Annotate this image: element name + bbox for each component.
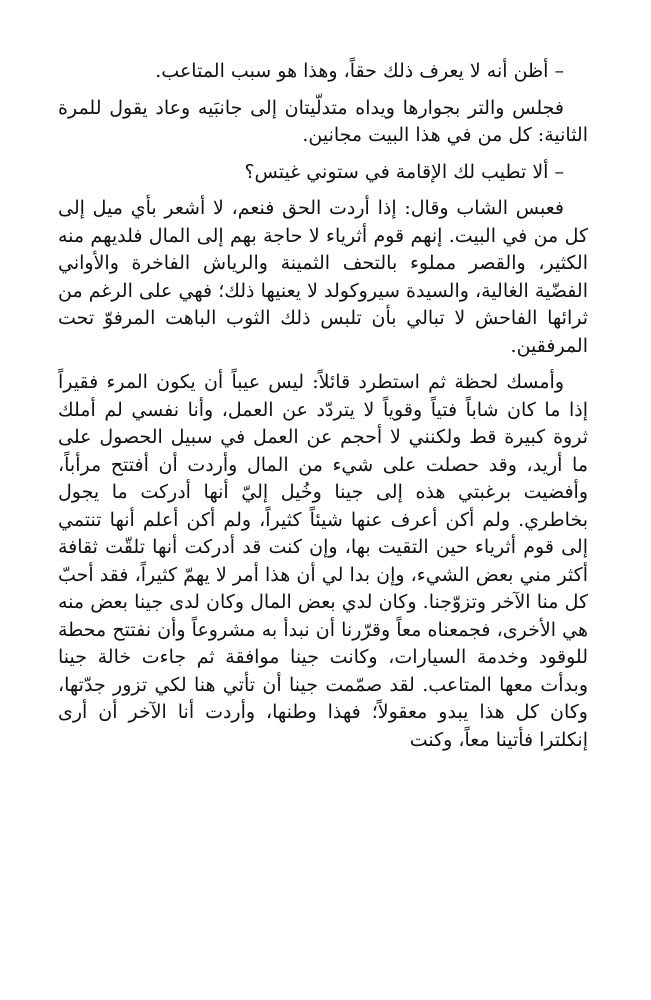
- narrative-paragraph-2: فعبس الشاب وقال: إذا أردت الحق فنعم، لا أشعر بأي ميل إلى كل من في البيت. إنهم قوم أثرياء لا حاجة بهم إلى المال فلديهم منه الكثير، والقصر مملوء بالتحف الثمينة والرياش الفاخرة والأواني الفضّية الغالية، والسيدة سيروكولد لا يعنيها ذلك؛ فهي على الرغم من ثرائها الفاحش لا تبالي بأن تلبس ذلك الثوب الباهت المرفوّ تحت المرفقين.: [58, 197, 588, 357]
- dialogue-line-2: – ألا تطيب لك الإقامة في ستوني غيتس؟: [244, 160, 564, 183]
- book-page: [58, 58, 588, 763]
- narrative-paragraph-1: فجلس والتر بجوارها ويداه متدلّيتان إلى جانبَيه وعاد يقول للمرة الثانية: كل من في هذا البيت مجانين.: [58, 96, 588, 146]
- narrative-paragraph-3: وأمسك لحظة ثم استطرد قائلاً: ليس عيباً أن يكون المرء فقيراً إذا ما كان شاباً فتياً وقوياً لا يتردّد عن العمل، وأنا نفسي لم أملك ثروة كبيرة قط ولكنني لا أحجم عن العمل في سبيل الحصول على ما أريد، وقد حصلت على شيء من المال وأردت أن أفتتح مرأباً، وأفضيت برغبتي هذه إلى جينا وخُيل إليّ أنها أدركت ما يجول بخاطري. ولم أكن أعرف عنها شيئاً كثيراً، ولم أكن أعلم أنها تنتمي إلى قوم أثرياء حين التقيت بها، وإن كنت قد أدركت أنها تلقّت ثقافة أكثر مني بعض الشيء، وإن بدا لي أن هذا أمر لا يهمّ كثيراً، فقد أحبّ كل منا الآخر وتزوّجنا. وكان لدي بعض المال وكان لدى جينا بعض منه هي الأخرى، فجمعناه معاً وقرّرنا أن نبدأ به مشروعاً وأن نفتتح محطة للوقود وخدمة السيارات، وكانت جينا موافقة ثم جاءت خالة جينا وبدأت معها المتاعب. لقد صمّمت جينا أن تأتي هنا لكي تزور جدّتها، وكان كل هذا يبدو معقولاً؛ فهذا وطنها، وأردت أنا الآخر أن أرى إنكلترا فأتينا معاً، وكنت: [58, 371, 588, 751]
- dialogue-line-1: – أظن أنه لا يعرف ذلك حقاً، وهذا هو سبب المتاعب.: [155, 60, 564, 82]
